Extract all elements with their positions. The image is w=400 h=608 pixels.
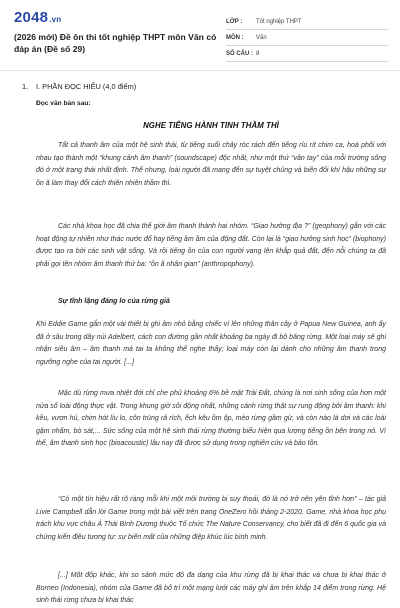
info-key: LỚP : — [226, 18, 243, 25]
info-row-subject — [226, 30, 388, 46]
info-key: MÔN : — [226, 34, 244, 41]
read-instruction: Đọc văn bản sau: — [36, 100, 91, 107]
paragraph-3: Khi Eddie Game gắn một vài thiết bị ghi âm nhỏ bằng chiếc ví lên những thân cây ở Papua New Guinea, anh ấy đã ở sâu trong dãy núi Adelbert, cách con đường gần nhất khoảng ba ngày đi bộ băng rừng. Một loại máy sẽ ghi nhận siêu âm – âm thanh mà tai ta không thể nghe thấy; loại máy còn lại dành cho những âm thanh trong ngưỡng nghe của tai người. [...] — [36, 321, 386, 366]
question-number: 1. — [22, 82, 29, 91]
info-table — [226, 14, 388, 62]
site-logo[interactable] — [14, 9, 61, 26]
document-title: NGHE TIẾNG HÀNH TINH THẦM THÌ — [143, 121, 279, 130]
paragraph-5: “Có một tín hiệu rất rõ ràng mỗi khi một môi trường bị suy thoái, đó là nó trở nên yên tĩnh hơn” – tác giả Livie Campbell dẫn lời Game trong một bài viết trên trang OneZero hồi tháng 2-2020. Game, nhà khoa học phụ trách khu vực châu Á Thái Bình Dương thuộc Tổ chức The Nature Conservancy, cho biết đã đi đến 6 quốc gia và chứng kiến điều tương tự: sự biến mất của những điệp khúc lúc bình minh. — [36, 496, 386, 541]
info-value: Tốt nghiệp THPT — [256, 18, 302, 25]
info-key: SỐ CÂU : — [226, 50, 253, 57]
info-row-class — [226, 14, 388, 30]
info-row-question-count — [226, 46, 388, 62]
info-value: 8 — [256, 50, 260, 57]
header-divider — [0, 70, 400, 71]
logo-main: 2048 — [14, 9, 49, 26]
logo-suffix: .vn — [49, 15, 62, 24]
page-header — [0, 0, 400, 66]
page-title: (2026 mới) Đề ôn thi tốt nghiệp THPT môn Văn có đáp án (Đề số 29) — [14, 32, 217, 54]
paragraph-1: Tất cả thanh âm của một hệ sinh thái, từ tiếng suối chảy róc rách đến tiếng ríu rít chim ca, hoà phối với nhau tạo thành một “khung cảnh âm thanh” (soundscape) độc nhất, như một thứ “vân tay” của mỗi trường sống đó ở một trạng thái nhất định. Thế nhưng, loài người đã mang đến sự tuyệt chủng và biến đổi khí hậu những sự ồn ã làm thay đổi cách thiên nhiên thầm thì. — [36, 142, 386, 187]
subheading: Sự tĩnh lặng đáng lo của rừng già — [58, 298, 170, 305]
paragraph-6: [...] Một độp khác, khi so sánh mức độ đa dạng của khu rừng đã bị khai thác và chưa bị khai thác ở Borneo (Indonesia), nhóm của Game đã bố trí một mạng lưới các máy ghi âm trên khắp 14 điểm trong rừng. Hệ sinh thái rừng chưa bị khai thác — [36, 572, 386, 605]
section-heading — [22, 82, 136, 91]
paragraph-2: Các nhà khoa học đã chia thế giới âm thanh thành hai nhóm. “Giao hưởng địa ?” (geophony) gắn với các hoạt động tự nhiên như thác nước đổ hay tiếng ầm ầm của động đất. Còn lại là “giao hưởng sinh học” (biophony) được tạo ra bởi các sinh vật sống. Và rồi tiếng ồn của con người vang lên khắp quả đất, đến nỗi chúng ta đã phải gọi tên nhóm âm thanh thứ ba: “ồn ã nhân gian” (anthropophony). — [36, 223, 386, 268]
info-value: Văn — [256, 34, 267, 41]
section-heading-text: I. PHẦN ĐỌC HIỂU (4,0 điểm) — [36, 82, 137, 91]
paragraph-4: Mặc dù rừng mưa nhiệt đới chỉ che phủ khoảng 6% bề mặt Trái Đất, chúng là nơi sinh sống của hơn một nửa số loài động thực vật. Trong khung giờ sôi động nhất, những cánh rừng thật sự rung động bởi âm thanh: khi kều, vượn hú, chim hót líu lo, côn trùng rả rích, ếch kêu ồm ộp, mèo rừng gầm gừ, và còn nào là dơi và các loài gặm nhấm, bò sát,... Sức sống của một hệ sinh thái rừng thường biểu hiện qua lượng tiếng ồn bên trong nó. Vì thế, âm thanh sinh học (bioacoustic) lâu nay đã được sử dụng trong nghiên cứu và bảo tồn. — [36, 390, 386, 448]
